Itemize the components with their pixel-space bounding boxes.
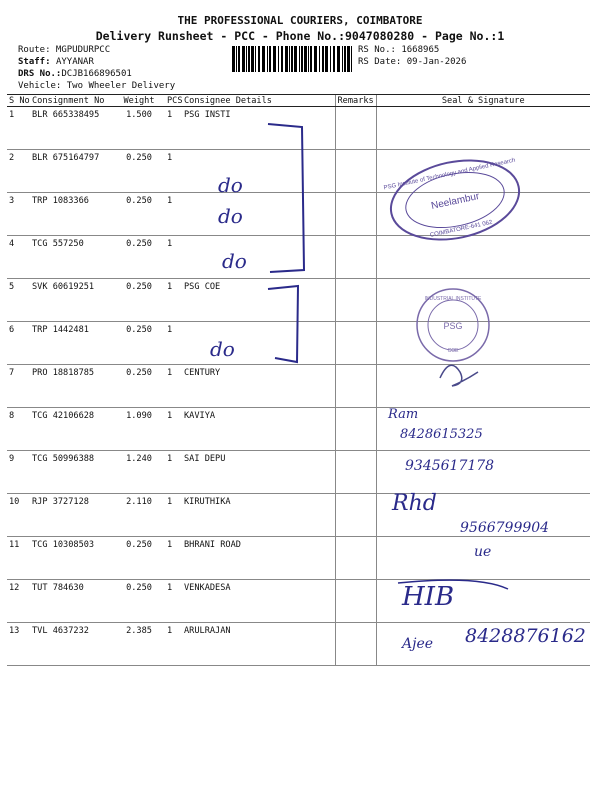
cell-sno: 5 xyxy=(7,279,30,322)
cell-weight: 0.250 xyxy=(113,365,165,408)
table-row xyxy=(7,236,590,279)
cell-weight: 0.250 xyxy=(113,580,165,623)
drs-info xyxy=(18,69,132,81)
cell-seal xyxy=(376,623,590,666)
col-sno: S No xyxy=(9,95,30,106)
col-consignee: Consignee Details xyxy=(182,95,335,107)
cell-consignment: BLR 665338495 xyxy=(30,107,113,150)
cell-weight: 0.250 xyxy=(113,193,165,236)
cell-consignee: PSG INSTI xyxy=(182,107,335,150)
rs-date: RS Date: 09-Jan-2026 xyxy=(358,57,467,67)
cell-pcs: 1 xyxy=(165,537,182,580)
barcode-bar xyxy=(248,46,250,72)
cell-consignee: KIRUTHIKA xyxy=(182,494,335,537)
cell-weight: 1.090 xyxy=(113,408,165,451)
barcode-bar xyxy=(308,46,309,72)
cell-remarks xyxy=(335,580,376,623)
cell-sno: 13 xyxy=(7,623,30,666)
cell-weight: 2.110 xyxy=(113,494,165,537)
cell-pcs: 1 xyxy=(165,408,182,451)
cell-sno: 11 xyxy=(7,537,30,580)
table-row xyxy=(7,623,590,666)
cell-consignment: SVK 60619251 xyxy=(30,279,113,322)
cell-remarks xyxy=(335,150,376,193)
cell-seal xyxy=(376,107,590,150)
phone-note: 9345617178 xyxy=(405,458,495,474)
cell-weight: 0.250 xyxy=(113,236,165,279)
barcode-bar xyxy=(285,46,288,72)
barcode-bar xyxy=(347,46,350,72)
route-info: Route: MGPUDURPCC xyxy=(18,45,111,55)
ditto-mark: do xyxy=(222,249,247,273)
barcode-bar xyxy=(325,46,328,72)
col-remarks: Remarks xyxy=(335,95,376,107)
cell-weight: 0.250 xyxy=(113,322,165,365)
phone-note: 8428615325 xyxy=(400,427,483,442)
table-row xyxy=(7,107,590,150)
cell-consignment: TUT 784630 xyxy=(30,580,113,623)
stamp-text: Neelambur xyxy=(430,191,481,212)
col-seal: Seal & Signature xyxy=(376,95,590,107)
cell-sno: 9 xyxy=(7,451,30,494)
barcode-bar xyxy=(294,46,297,72)
barcode-bar xyxy=(269,46,271,72)
runsheet-table xyxy=(7,94,590,666)
cell-seal xyxy=(376,408,590,451)
cell-pcs: 1 xyxy=(165,451,182,494)
barcode-bar xyxy=(330,46,331,72)
cell-remarks xyxy=(335,365,376,408)
ditto-mark: do xyxy=(210,337,235,361)
drs-number: DCJB166896501 xyxy=(61,69,132,79)
barcode-bar xyxy=(232,46,235,72)
barcode-bar xyxy=(238,46,240,72)
table-row xyxy=(7,494,590,537)
cell-seal xyxy=(376,494,590,537)
cell-consignee: ARULRAJAN xyxy=(182,623,335,666)
table-header-row xyxy=(7,95,590,107)
barcode-bar xyxy=(319,46,320,72)
barcode-bar xyxy=(251,46,254,72)
ditto-mark: do xyxy=(218,204,243,228)
staff-name: AYYANAR xyxy=(55,57,94,67)
barcode-bar xyxy=(278,46,279,72)
stamp-text: COE xyxy=(447,348,459,354)
stamp-text: INDUSTRIAL INSTITUTE xyxy=(424,296,482,302)
barcode-bar xyxy=(301,46,303,72)
phone-note: 9566799904 xyxy=(460,520,550,536)
cell-pcs: 1 xyxy=(165,150,182,193)
cell-sno: 6 xyxy=(7,322,30,365)
table-row xyxy=(7,150,590,193)
cell-weight: 1.240 xyxy=(113,451,165,494)
cell-consignee: VENKADESA xyxy=(182,580,335,623)
cell-pcs: 1 xyxy=(165,365,182,408)
cell-consignment: PRO 18818785 xyxy=(30,365,113,408)
barcode-bar xyxy=(246,46,247,72)
rs-number: RS No.: 1668965 xyxy=(358,45,440,55)
barcode-bar xyxy=(267,46,268,72)
signature-text: Rhd xyxy=(392,491,437,516)
cell-consignment: TVL 4637232 xyxy=(30,623,113,666)
cell-consignee xyxy=(182,236,335,279)
barcode-bar xyxy=(291,46,293,72)
cell-pcs: 1 xyxy=(165,494,182,537)
barcode-bar xyxy=(262,46,265,72)
cell-remarks xyxy=(335,107,376,150)
barcode-bar xyxy=(273,46,276,72)
cell-consignment: TCG 50996388 xyxy=(30,451,113,494)
table-row xyxy=(7,365,590,408)
cell-consignee: CENTURY xyxy=(182,365,335,408)
col-weight: Weight xyxy=(113,95,165,107)
cell-consignee: BHRANI ROAD xyxy=(182,537,335,580)
cell-weight: 2.385 xyxy=(113,623,165,666)
staff-info xyxy=(18,57,94,69)
table-row xyxy=(7,580,590,623)
cell-sno: 4 xyxy=(7,236,30,279)
cell-sno: 1 xyxy=(7,107,30,150)
cell-weight: 0.250 xyxy=(113,150,165,193)
cell-consignment: TCG 42106628 xyxy=(30,408,113,451)
cell-consignment: TRP 1442481 xyxy=(30,322,113,365)
cell-remarks xyxy=(335,623,376,666)
barcode-bar xyxy=(236,46,237,72)
cell-weight: 1.500 xyxy=(113,107,165,150)
cell-pcs: 1 xyxy=(165,279,182,322)
barcode-bar xyxy=(337,46,340,72)
cell-sno: 12 xyxy=(7,580,30,623)
cell-consignment: BLR 675164797 xyxy=(30,150,113,193)
cell-weight: 0.250 xyxy=(113,279,165,322)
cell-remarks xyxy=(335,494,376,537)
cell-sno: 3 xyxy=(7,193,30,236)
cell-sno: 7 xyxy=(7,365,30,408)
cell-sno: 2 xyxy=(7,150,30,193)
barcode-bar xyxy=(322,46,324,72)
cell-pcs: 1 xyxy=(165,322,182,365)
cell-seal xyxy=(376,451,590,494)
cell-remarks xyxy=(335,537,376,580)
table-row xyxy=(7,451,590,494)
cell-pcs: 1 xyxy=(165,623,182,666)
barcode-bar xyxy=(351,46,352,72)
cell-pcs: 1 xyxy=(165,107,182,150)
cell-remarks xyxy=(335,236,376,279)
cell-remarks xyxy=(335,193,376,236)
cell-remarks xyxy=(335,408,376,451)
vehicle-info: Vehicle: Two Wheeler Delivery xyxy=(18,81,176,91)
barcode-bar xyxy=(289,46,290,72)
cell-consignee xyxy=(182,193,335,236)
signature-text: ue xyxy=(474,544,492,560)
col-pcs: PCS xyxy=(167,95,183,106)
table-row xyxy=(7,322,590,365)
table-row xyxy=(7,193,590,236)
cell-remarks xyxy=(335,322,376,365)
cell-remarks xyxy=(335,451,376,494)
cell-consignment: TCG 10308503 xyxy=(30,537,113,580)
cell-consignee: PSG COE xyxy=(182,279,335,322)
cell-pcs: 1 xyxy=(165,580,182,623)
cell-consignee xyxy=(182,150,335,193)
cell-seal xyxy=(376,193,590,236)
cell-remarks xyxy=(335,279,376,322)
barcode-bar xyxy=(344,46,346,72)
cell-seal xyxy=(376,322,590,365)
barcode-bar xyxy=(255,46,256,72)
col-consignment: Consignment No xyxy=(30,95,113,107)
barcode-bar xyxy=(281,46,283,72)
barcode xyxy=(232,46,354,72)
cell-consignee: KAVIYA xyxy=(182,408,335,451)
cell-consignee: SAI DEPU xyxy=(182,451,335,494)
cell-pcs: 1 xyxy=(165,236,182,279)
cell-consignment: TRP 1083366 xyxy=(30,193,113,236)
barcode-bar xyxy=(304,46,307,72)
phone-note: 8428876162 xyxy=(465,625,586,647)
runsheet-title: Delivery Runsheet - PCC - Phone No.:9047080280 - Page No.:1 xyxy=(95,29,505,43)
barcode-bar xyxy=(314,46,317,72)
stamp-text: PSG xyxy=(443,321,463,331)
cell-seal xyxy=(376,365,590,408)
barcode-bar xyxy=(310,46,312,72)
table-row xyxy=(7,537,590,580)
table-row xyxy=(7,279,590,322)
stamp-text: PSG Institute of Technology and Applied Research xyxy=(383,157,516,192)
cell-consignment: TCG 557250 xyxy=(30,236,113,279)
barcode-bar xyxy=(258,46,260,72)
staff-label: Staff: xyxy=(18,57,51,67)
barcode-bar xyxy=(342,46,343,72)
drs-label: DRS No.: xyxy=(18,69,62,79)
stamp-text: COIMBATORE-641 062 xyxy=(429,219,493,239)
cell-seal xyxy=(376,236,590,279)
barcode-bar xyxy=(333,46,335,72)
cell-pcs: 1 xyxy=(165,193,182,236)
cell-consignee xyxy=(182,322,335,365)
cell-seal xyxy=(376,580,590,623)
signature-text: Ram xyxy=(388,407,419,422)
cell-consignment: RJP 3727128 xyxy=(30,494,113,537)
signature-text: HIB xyxy=(402,582,455,612)
signature-text: Ajee xyxy=(402,636,434,652)
barcode-bar xyxy=(242,46,245,72)
cell-sno: 10 xyxy=(7,494,30,537)
cell-sno: 8 xyxy=(7,408,30,451)
cell-seal xyxy=(376,150,590,193)
cell-seal xyxy=(376,279,590,322)
cell-seal xyxy=(376,537,590,580)
company-name: THE PROFESSIONAL COURIERS, COIMBATORE xyxy=(177,14,423,27)
table-row xyxy=(7,408,590,451)
cell-weight: 0.250 xyxy=(113,537,165,580)
ditto-mark: do xyxy=(218,173,243,197)
barcode-bar xyxy=(299,46,300,72)
